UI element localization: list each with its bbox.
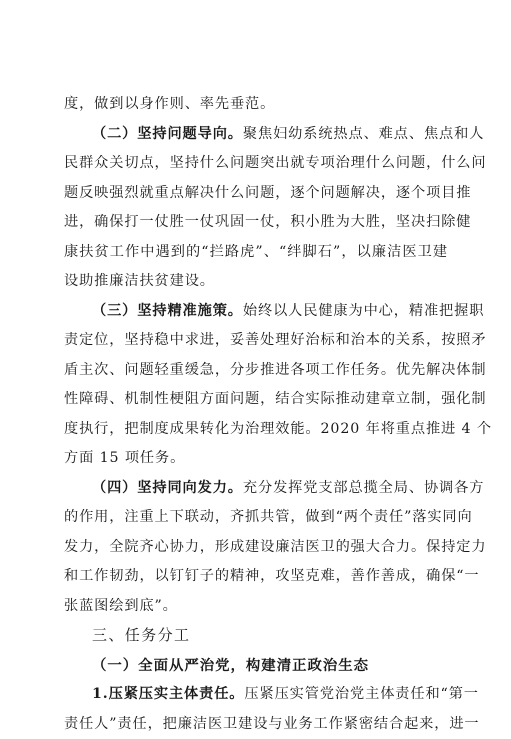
paragraph-line [64, 680, 448, 710]
paragraph-lead: （三）坚持精准施策。 [92, 303, 243, 319]
paragraph-text: 聚焦妇幼系统热点、难点、焦点和人 [243, 126, 484, 142]
section-heading: 三、任务分工 [64, 621, 448, 651]
paragraph-line: 民群众关切点，坚持什么问题突出就专项治理什么问题，什么问 [64, 149, 448, 179]
paragraph-line: 度，做到以身作则、率先垂范。 [64, 90, 448, 120]
paragraph-line [64, 120, 448, 150]
sub-heading: （一）全面从严治党，构建清正政治生态 [64, 651, 448, 681]
paragraph-line: 责定位，坚持稳中求进，妥善处理好治标和治本的关系，按照矛 [64, 326, 448, 356]
paragraph-line: 进，确保打一仗胜一仗巩固一仗，积小胜为大胜，坚决扫除健 [64, 208, 448, 238]
paragraph-line: 盾主次、问题轻重缓急，分步推进各项工作任务。优先解决体制 [64, 356, 448, 386]
paragraph-text: 压紧压实管党治党主体责任和“第一 [244, 686, 478, 702]
document-page [64, 90, 448, 739]
paragraph-text: 始终以人民健康为中心，精准把握职 [243, 303, 484, 319]
paragraph-text: 充分发挥党支部总揽全局、协调各方 [243, 480, 484, 496]
paragraph-line: 度执行，把制度成果转化为治理效能。2020 年将重点推进 4 个 [64, 415, 448, 445]
paragraph-line [64, 474, 448, 504]
paragraph-lead: 1.压紧压实主体责任。 [92, 686, 244, 702]
paragraph-line: 性障碍、机制性梗阻方面问题，结合实际推动建章立制，强化制 [64, 385, 448, 415]
paragraph-line: 方面 15 项任务。 [64, 444, 448, 474]
paragraph-line: 设助推廉洁扶贫建设。 [64, 267, 448, 297]
paragraph-line: 的作用，注重上下联动，齐抓共管，做到“两个责任”落实同向 [64, 503, 448, 533]
paragraph-lead: （四）坚持同向发力。 [92, 480, 243, 496]
paragraph-line: 康扶贫工作中遇到的“拦路虎”、“绊脚石”，以廉洁医卫建 [64, 238, 448, 268]
paragraph-line: 发力，全院齐心协力，形成建设廉洁医卫的强大合力。保持定力 [64, 533, 448, 563]
paragraph-line: 和工作韧劲，以钉钉子的精神，攻坚克难，善作善成，确保“一 [64, 562, 448, 592]
paragraph-lead: （二）坚持问题导向。 [92, 126, 243, 142]
paragraph-line: 题反映强烈就重点解决什么问题，逐个问题解决，逐个项目推 [64, 179, 448, 209]
paragraph-line [64, 297, 448, 327]
paragraph-line: 张蓝图绘到底”。 [64, 592, 448, 622]
paragraph-line: 责任人”责任，把廉洁医卫建设与业务工作紧密结合起来，进一 [64, 710, 448, 739]
